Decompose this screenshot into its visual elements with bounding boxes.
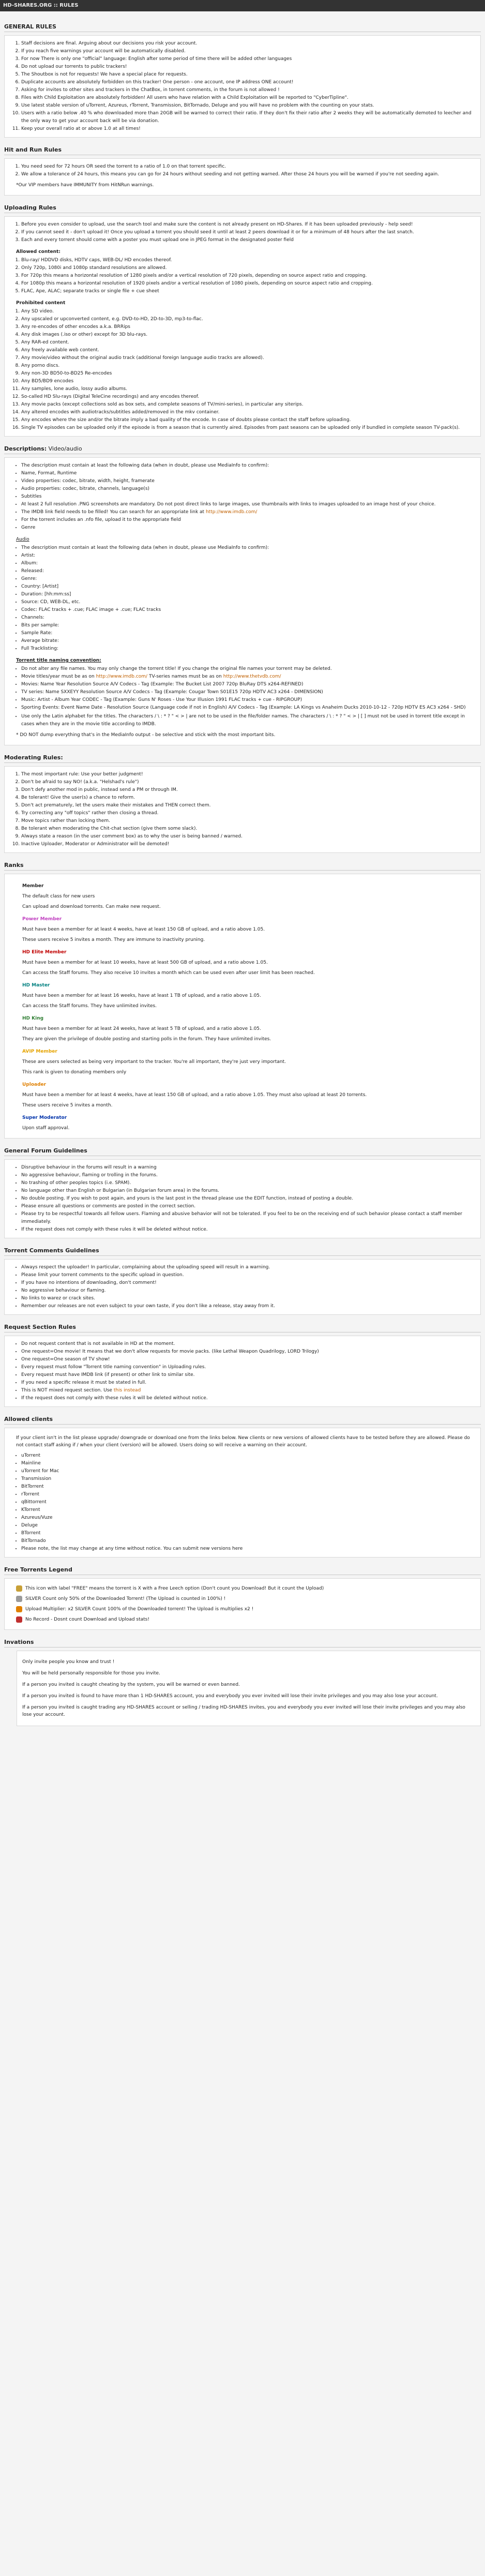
list-item: • Please ensure all questions or comments are posted in the correct section. (21, 1203, 475, 1210)
moderating-heading: Moderating Rules: (4, 753, 481, 763)
list-item: 10. Users with a ratio below .40 % who downloaded more than 20GB will be warned to correct their ratio. If they don't fix their ratio after 2 weeks they will be automatically demoted to leecher and the only way to get your account back will be via donation. (21, 110, 475, 125)
list-item: 3. Each and every torrent should come with a poster you must upload one in JPEG format in the designated poster field (21, 236, 475, 244)
invitation-rule: If a person you invited is caught cheating by the system, you will be warned or even banned. (22, 1682, 240, 1687)
list-item: • The description must contain at least the following data (when in doubt, please use MediaInfo to confirm): (21, 544, 475, 552)
rank-hd-master (22, 982, 475, 1010)
comments-box (4, 1259, 481, 1315)
uploading-box (4, 216, 481, 437)
list-item: 4. Be tolerant! Give the user(s) a chance to reform. (21, 794, 475, 802)
list-item: • Audio properties: codec, bitrate, channels, language(s) (21, 485, 475, 493)
list-item: • Please note, the list may change at any time without notice. You can submit new versions here (21, 1545, 475, 1553)
hitrun-heading: Hit and Run Rules (4, 145, 481, 155)
list-item: • Mainline (21, 1460, 475, 1467)
list-item: 1. Blu-ray/ HDDVD disks, HDTV caps, WEB-DL/ HD encodes thereof. (21, 257, 475, 264)
list-item: 5. FLAC, Ape, ALAC; separate tracks or single file + cue sheet (21, 288, 475, 295)
rank-name: HD Elite Member (22, 950, 67, 955)
list-item: • Please try to be respectful towards all fellow users. Flaming and abusive behavior will not be tolerated. If you feel to be on the receiving end of such behavior please contact a staff member immediately. (21, 1210, 475, 1226)
list-item: • One request=One movie! It means that we don't allow requests for movie packs. (like Lethal Weapon Quadrilogy, LORD Trilogy) (21, 1348, 475, 1356)
general-rules-heading: GENERAL RULES (4, 22, 481, 32)
moderating-list (10, 771, 475, 848)
list-item: • BTorrent (21, 1530, 475, 1537)
list-item: • KTorrent (21, 1506, 475, 1514)
list-item: • Movies: Name Year Resolution Source A/V Codecs - Tag (Example: The Bucket List 2007 720p BluRay DTS x264-REFINED) (21, 681, 475, 688)
list-item: • Country: [Artist] (21, 583, 475, 591)
rank-desc: These users receive 5 invites a month. (22, 1103, 113, 1108)
rank-avip (22, 1048, 475, 1076)
forum-box (4, 1159, 481, 1238)
list-item: 1. You need seed for 72 hours OR seed the torrent to a ratio of 1.0 on that torrent specific. (21, 163, 475, 171)
list-item: • Source: CD, WEB-DL, etc. (21, 598, 475, 606)
list-item: • Genre (21, 524, 475, 532)
list-item: • Use only the Latin alphabet for the titles. The characters / \ : * ? " < > | are not to be used in the file/folder names. The characters / \ : * ? " < > | [ ] must not be used in torrent title except in cases when they are in the movie title according to IMDB. (21, 713, 475, 728)
comments-list (10, 1264, 475, 1310)
naming-list (10, 665, 475, 712)
list-item: 3. Any re-encodes of other encodes a.k.a. BRRips (21, 323, 475, 331)
rank-desc: The default class for new users (22, 894, 95, 899)
imdb-link[interactable]: http://www.imdb.com/ (205, 510, 257, 515)
list-item: • Music: Artist - Album Year CODEC - Tag (Example: Guns N' Roses - Use Your Illusion 1991 FLAC tracks + cue - RIPGROUP) (21, 696, 475, 704)
list-item: • Channels: (21, 614, 475, 622)
rank-hd-elite (22, 949, 475, 977)
list-item: 3. For now There is only one "official" language: English after some period of time there will be added other languages (21, 55, 475, 63)
list-item: 11. Any samples, lone audio, lossy audio albums. (21, 385, 475, 393)
list-item: 3. Don't defy another mod in public, instead send a PM or through IM. (21, 786, 475, 794)
legend-text: Upload Multiplier: x2 SILVER Count 100% of the Downloaded torrent! The Upload is multiplies x2 ! (25, 1607, 254, 1612)
naming-heading: Torrent title naming convention: (16, 658, 101, 663)
uploading-heading: Uploading Rules (4, 203, 481, 213)
list-item: • BitTorrent (21, 1483, 475, 1491)
multiplier-icon (16, 1606, 22, 1612)
list-item: • One request=One season of TV show! (21, 1356, 475, 1364)
list-item: 6. Duplicate accounts are absolutely forbidden on this tracker! One person - one account, one IP address ONE account! (21, 79, 475, 86)
list-item: 3. For 720p this means a horizontal resolution of 1280 pixels and/or a vertical resolution of 720 pixels, depending on source aspect ratio and cropping. (21, 272, 475, 280)
list-item: 6. Any freely available web content. (21, 347, 475, 354)
hitrun-box (4, 158, 481, 196)
list-item: • Do not request content that is not available in HD at the moment. (21, 1340, 475, 1348)
list-item: 9. Always state a reason (in the user comment box) as to why the user is being banned / warned. (21, 833, 475, 841)
invitations-heading: Invations (4, 1637, 481, 1648)
request-forum-link[interactable]: this instead (113, 1388, 141, 1393)
list-item: 7. Asking for invites to other sites and trackers in the ChatBox, in torrent comments, in the forum is not allowed ! (21, 86, 475, 94)
audio-heading: Audio (16, 537, 29, 542)
ranks-box (4, 874, 481, 1139)
list-item: 2. If you reach five warnings your account will be automatically disabled. (21, 48, 475, 55)
list-item: • Duration: [hh:mm:ss] (21, 591, 475, 598)
forum-heading: General Forum Guidelines (4, 1146, 481, 1156)
list-item: 1. Staff decisions are final. Arguing about our decisions you risk your account. (21, 40, 475, 48)
legend-text: SILVER Count only 50% of the Downloaded Torrent! (The Upload is counted in 100%) ! (25, 1596, 226, 1601)
list-item: • Azureus/Vuze (21, 1514, 475, 1522)
invitation-rule: If a person you invited is caught trading any HD-SHARES account or selling / trading HD-SHARES invites, you and everybody you ever invited will lose their invite privileges and you may also lose your account. (22, 1705, 465, 1717)
list-item: • Every request must have IMDB link (if present) or other link to similar site. (21, 1371, 475, 1379)
request-box (4, 1336, 481, 1407)
list-item: • No double posting. If you wish to post again, and yours is the last post in the thread please use the EDIT function, instead of posting a double. (21, 1195, 475, 1203)
allowed-content-heading: Allowed content: (16, 249, 60, 254)
list-item: 11. Keep your overall ratio at or above 1.0 at all times! (21, 125, 475, 133)
list-item: • Album: (21, 560, 475, 567)
rank-desc: Upon staff approval. (22, 1126, 70, 1131)
list-item: 7. Any movie/video without the original audio track (additional foreign language audio tracks are allowed). (21, 354, 475, 362)
list-item: • No language other than English or Bulgarian (in Bulgarian forum area) in the forums. (21, 1187, 475, 1195)
list-item: 2. If you cannot seed it - don't upload it! Once you upload a torrent you should seed it until at least 2 peers download it or for a minimum of 48 hours after the last snatch. (21, 229, 475, 236)
list-item: • No trashing of other peoples topics (i.e. SPAM). (21, 1179, 475, 1187)
list-item: • Average bitrate: (21, 637, 475, 645)
allowed-content-list (10, 257, 475, 295)
list-item: • uTorrent for Mac (21, 1467, 475, 1475)
list-item: • If the request does not comply with these rules it will be deleted without notice. (21, 1395, 475, 1402)
rank-name: Power Member (22, 917, 62, 922)
window-title: HD-SHARES.ORG :: RULES (0, 0, 485, 11)
latin-note-list (10, 713, 475, 728)
list-item: 5. Don't act prematurely, let the users make their mistakes and THEN correct them. (21, 802, 475, 810)
list-item: • Genre: (21, 575, 475, 583)
list-item: • This is NOT mixed request section. Use this instead (21, 1387, 475, 1395)
list-item: 1. Before you even consider to upload, use the search tool and make sure the content is not already present on HD-Shares. If it has been uploaded previously - help seed! (21, 221, 475, 229)
list-item: 10. Inactive Uploader, Moderator or Administrator will be demoted! (21, 841, 475, 848)
list-item: 2. We allow a tolerance of 24 hours, this means you can go for 24 hours without seeding and not getting warned. After those 24 hours you will be warned if you're not seeding again. (21, 171, 475, 178)
video-description-list (10, 462, 475, 532)
rank-desc: Must have been a member for at least 4 weeks, have at least 150 GB of upload, and a ratio above 1.05. (22, 927, 265, 932)
invitation-rule: Only invite people you know and trust ! (22, 1659, 115, 1665)
list-item: • At least 2 full resolution .PNG screenshots are mandatory. Do not post direct links to large images, use thumbnails with links to images uploaded to an image host of your choice. (21, 501, 475, 508)
rank-desc: Must have been a member for at least 16 weeks, have at least 1 TB of upload, and a ratio above 1.05. (22, 993, 261, 998)
list-item: 4. Do not upload our torrents to public trackers! (21, 63, 475, 71)
rank-name: HD Master (22, 983, 50, 988)
rules-content (0, 11, 485, 1726)
list-item: 4. Any disk images (.iso or other) except for 3D blu-rays. (21, 331, 475, 339)
invitation-rule: If a person you invited is found to have more than 1 HD-SHARES account, you and everybody you ever invited will lose their invite privileges and you may also lose your account. (22, 1694, 438, 1699)
list-item: • Transmission (21, 1475, 475, 1483)
tvdb-link[interactable]: http://www.thetvdb.com/ (223, 674, 281, 679)
list-item: 1. The most important rule: Use your better judgment! (21, 771, 475, 778)
prohibited-content-list (10, 308, 475, 432)
forum-list (10, 1164, 475, 1234)
legend-multiplier (16, 1606, 475, 1613)
list-item: 9. Use latest stable version of uTorrent, Azureus, rTorrent, Transmission, BitTornado, Deluge and you will have no problem with the counting on your stats. (21, 102, 475, 110)
clients-list (10, 1452, 475, 1553)
rank-member (22, 882, 475, 910)
list-item: • For the torrent includes an .nfo file, upload it to the appropriate field (21, 516, 475, 524)
list-item: • Always respect the uploader! In particular, complaining about the uploading speed will result in a warning. (21, 1264, 475, 1271)
free-icon (16, 1585, 22, 1592)
audio-description-list (10, 544, 475, 653)
moderating-box (4, 766, 481, 853)
general-rules-box (4, 35, 481, 138)
legend-silver (16, 1595, 475, 1602)
list-item: 2. Only 720p, 1080i and 1080p standard resolutions are allowed. (21, 264, 475, 272)
list-item: 8. Any porno discs. (21, 362, 475, 370)
invitation-rule: You will be held personally responsible for those you invite. (22, 1671, 160, 1676)
list-item: 10. Any BD5/BD9 encodes (21, 378, 475, 385)
list-item: • No aggressive behaviour or flaming. (21, 1287, 475, 1295)
legend-no-record (16, 1616, 475, 1623)
list-item: 9. Any non-3D BD50-to-BD25 Re-encodes (21, 370, 475, 378)
request-list (10, 1340, 475, 1402)
rank-name: AVIP Member (22, 1049, 57, 1054)
list-item: • Disruptive behaviour in the forums will result in a warning (21, 1164, 475, 1172)
list-item: • Full Tracklisting: (21, 645, 475, 653)
list-item: • Subtitles (21, 493, 475, 501)
rank-name: Super Moderator (22, 1115, 67, 1120)
list-item: • Video properties: codec, bitrate, width, height, framerate (21, 477, 475, 485)
clients-box (4, 1428, 481, 1557)
list-item: • uTorrent (21, 1452, 475, 1460)
mediainfo-note: * DO NOT dump everything that's in the MediaInfo output - be selective and stick with the most important bits. (16, 732, 276, 738)
list-item: • rTorrent (21, 1491, 475, 1499)
list-item: • Remember our releases are not even subject to your own taste, if you don't like a release, stay away from it. (21, 1302, 475, 1310)
descriptions-box (4, 457, 481, 745)
list-item: • Released: (21, 567, 475, 575)
rank-desc: Can upload and download torrents. Can make new request. (22, 904, 161, 909)
list-item: • Every request must follow "Torrent title naming convention" in Uploading rules. (21, 1364, 475, 1371)
descriptions-heading: Descriptions: Video/audio (4, 444, 481, 454)
rank-hd-king (22, 1015, 475, 1043)
list-item: • No links to warez or crack sites. (21, 1295, 475, 1302)
list-item: 7. Move topics rather than locking them. (21, 817, 475, 825)
legend-heading: Free Torrents Legend (4, 1565, 481, 1575)
rank-desc: They are given the privilege of double posting and starting polls in the forum. They have unlimited invites. (22, 1037, 271, 1042)
list-item: • Movie titles/year must be as on http://www.imdb.com/ TV-series names must be as on http://www.thetvdb.com/ (21, 673, 475, 681)
list-item: • No aggressive behaviour, flaming or trolling in the forums. (21, 1172, 475, 1179)
list-item: 15. Any encodes where the size and/or the bitrate imply a bad quality of the encode. In case of doubts please contact the staff before uploading. (21, 416, 475, 424)
rank-desc: Must have been a member for at least 24 weeks, have at least 5 TB of upload, and a ratio above 1.05. (22, 1026, 261, 1031)
rank-power-member (22, 916, 475, 943)
legend-text: This icon with label "FREE" means the torrent is X with a Free Leech option (Don't count you Download! But it count the Upload) (25, 1586, 324, 1591)
silver-icon (16, 1596, 22, 1602)
list-item: • The IMDB link field needs to be filled! You can search for an appropriate link at http://www.imdb.com/ (21, 508, 475, 516)
invitations-box (17, 1651, 481, 1726)
clients-heading: Allowed clients (4, 1414, 481, 1425)
request-heading: Request Section Rules (4, 1322, 481, 1332)
rank-desc: Can access the Staff forums. They also receive 10 invites a month which can be used even after user limit has been reached. (22, 970, 315, 976)
list-item: • Deluge (21, 1522, 475, 1530)
list-item: • Artist: (21, 552, 475, 560)
rank-desc: These are users selected as being very important to the tracker. You're all important, they're just very important. (22, 1059, 286, 1065)
legend-box (4, 1578, 481, 1630)
rank-name: Member (22, 883, 44, 889)
list-item: 12. So-called HD Slu-rays (Digital TeleCine recordings) and any encodes thereof. (21, 393, 475, 401)
no-record-icon (16, 1616, 22, 1623)
uploading-list (10, 221, 475, 244)
hitrun-list (10, 163, 475, 178)
rank-super-moderator (22, 1114, 475, 1132)
list-item: 16. Single TV episodes can be uploaded only if the episode is from a season that is currently aired. Episodes from past seasons can be uploaded only if bundled in complete season TV-pack(s). (21, 424, 475, 432)
legend-text: No Record - Dosnt count Download and Upload stats! (25, 1617, 149, 1622)
list-item: 2. Don't be afraid to say NO! (a.k.a. "Helshad's rule") (21, 778, 475, 786)
legend-free (16, 1585, 475, 1592)
list-item: 5. Any RAR-ed content. (21, 339, 475, 347)
rank-desc: Must have been a member for at least 10 weeks, have at least 500 GB of upload, and a ratio above 1.05. (22, 960, 268, 965)
imdb-link[interactable]: http://www.imdb.com/ (96, 674, 148, 679)
comments-heading: Torrent Comments Guidelines (4, 1246, 481, 1256)
list-item: 2. Any upscaled or upconverted content, e.g. DVD-to-HD, 2D-to-3D, mp3-to-flac. (21, 316, 475, 323)
list-item: • If you have no intentions of downloading, don't comment! (21, 1279, 475, 1287)
list-item: • qBittorrent (21, 1499, 475, 1506)
clients-intro: If your client isn't in the list please upgrade/ downgrade or download one from the links below. New clients or new versions of allowed clients have to be tested before they are allowed. Please do not contact staff asking if / when your client (version) will be allowed. Users doing so will receive a warning on their account. (16, 1435, 470, 1448)
list-item: 8. Files with Child Exploitation are absolutely forbidden! All users who have relation with a Child Exploitation will be reported to "CyberTipline". (21, 94, 475, 102)
prohibited-content-heading: Prohibited content (16, 301, 66, 306)
list-item: • Bits per sample: (21, 622, 475, 630)
list-item: 4. For 1080p this means a horizontal resolution of 1920 pixels and/or a vertical resolution of 1080 pixels, depending on source aspect ratio and cropping. (21, 280, 475, 288)
list-item: • Name, Format, Runtime (21, 470, 475, 477)
rank-desc: Can access the Staff forums. They have unlimited invites. (22, 1004, 157, 1009)
rank-name: HD King (22, 1016, 44, 1021)
list-item: 5. The Shoutbox is not for requests! We have a special place for requests. (21, 71, 475, 79)
rank-name: Uploader (22, 1082, 47, 1087)
list-item: • The description must contain at least the following data (when in doubt, please use MediaInfo to confirm): (21, 462, 475, 470)
list-item: • If the request does not comply with these rules it will be deleted without notice. (21, 1226, 475, 1234)
list-item: • BitTornado (21, 1537, 475, 1545)
rank-desc: These users receive 5 invites a month. They are immune to inactivity pruning. (22, 937, 205, 942)
list-item: • Please limit your torrent comments to the specific upload in question. (21, 1271, 475, 1279)
list-item: • Do not alter any file names. You may only change the torrent title! If you change the original file names your torrent may be deleted. (21, 665, 475, 673)
list-item: • Sporting Events: Event Name Date - Resolution Source (Language code if not in English) A/V Codecs - Tag (Example: LA Kings vs Anaheim Ducks 2010-10-12 - 720p HDTV ES AC3 x264 - SHD) (21, 704, 475, 712)
list-item: • Codec: FLAC tracks + .cue; FLAC image + .cue; FLAC tracks (21, 606, 475, 614)
rank-uploader (22, 1081, 475, 1109)
list-item: 8. Be tolerant when moderating the Chit-chat section (give them some slack). (21, 825, 475, 833)
hitrun-note: *Our VIP members have IMMUNITY from HitNRun warnings. (16, 183, 154, 188)
list-item: • If you need a specific release it must be stated in full. (21, 1379, 475, 1387)
list-item: • Sample Rate: (21, 630, 475, 637)
ranks-heading: Ranks (4, 860, 481, 871)
rank-desc: This rank is given to donating members only (22, 1070, 127, 1075)
list-item: 1. Any SD video. (21, 308, 475, 316)
list-item: • TV series: Name SXXEYY Resolution Source A/V Codecs - Tag (Example: Cougar Town S01E15 720p HDTV AC3 x264 - DIMENSION) (21, 688, 475, 696)
list-item: 6. Try correcting any "off topics" rather then closing a thread. (21, 810, 475, 817)
list-item: 14. Any altered encodes with audiotracks/subtitles added/removed in the mkv container. (21, 409, 475, 416)
general-rules-list (10, 40, 475, 133)
rank-desc: Must have been a member for at least 4 weeks, have at least 150 GB of upload, and a ratio above 1.05. They must also upload at least 20 torrents. (22, 1092, 367, 1098)
list-item: 13. Any movie packs (except collections sold as box sets, and complete seasons of TV/mini-series), in particular any siterips. (21, 401, 475, 409)
